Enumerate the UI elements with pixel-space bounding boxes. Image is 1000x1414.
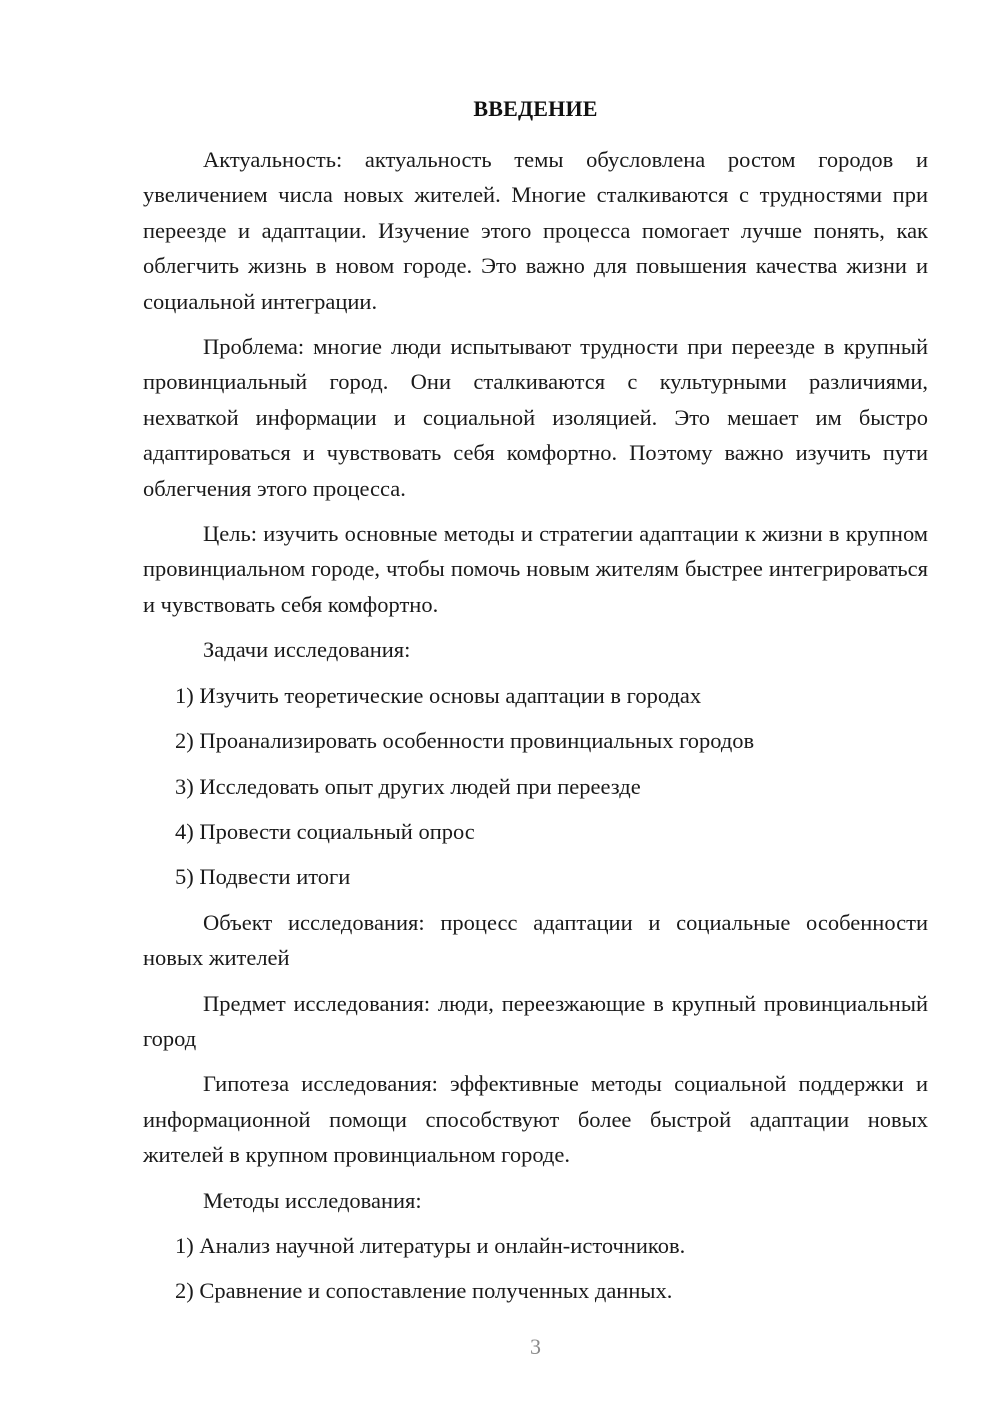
method-item: 2) Сравнение и сопоставление полученных данных.	[175, 1278, 673, 1304]
task-item: 2) Проанализировать особенности провинциальных городов	[175, 728, 755, 754]
subject-paragraph: Предмет исследования: люди, переезжающие в крупный провинциальный город	[143, 990, 928, 1051]
task-item: 5) Подвести итоги	[175, 864, 351, 890]
problem-paragraph: Проблема: многие люди испытывают трудности при переезде в крупный провинциальный город. Они сталкиваются с культурными различиями, нехваткой информации и социальной изоляцией. Это мешает им быстро адаптироваться и чувствовать себя комфортно. Поэтому важно изучить пути облегчения этого процесса.	[143, 334, 928, 501]
methods-list	[143, 1228, 928, 1309]
task-item: 1) Изучить теоретические основы адаптации в городах	[175, 682, 702, 708]
hypothesis-paragraph: Гипотеза исследования: эффективные методы социальной поддержки и информационной помощи способствуют более быстрой адаптации новых жителей в крупном провинциальном городе.	[143, 1071, 928, 1168]
tasks-list	[143, 678, 928, 895]
goal-paragraph: Цель: изучить основные методы и стратегии адаптации к жизни в крупном провинциальном городе, чтобы помочь новым жителям быстрее интегрироваться и чувствовать себя комфортно.	[143, 521, 928, 617]
document-page	[143, 0, 928, 1414]
object-paragraph: Объект исследования: процесс адаптации и социальные особенности новых жителей	[143, 909, 928, 971]
method-item: 1) Анализ научной литературы и онлайн-источников.	[175, 1232, 686, 1258]
page-title: ВВЕДЕНИЕ	[473, 96, 598, 121]
task-item: 4) Провести социальный опрос	[175, 818, 475, 844]
document-body	[143, 142, 928, 1319]
page-number: 3	[530, 1334, 541, 1359]
relevance-paragraph: Актуальность: актуальность темы обусловлена ростом городов и увеличением числа новых жителей. Многие сталкиваются с трудностями при переезде и адаптации. Изучение этого процесса помогает лучше понять, как облегчить жизнь в новом городе. Это важно для повышения качества жизни и социальной интеграции.	[143, 147, 928, 314]
methods-heading: Методы исследования:	[203, 1187, 422, 1213]
tasks-heading: Задачи исследования:	[203, 637, 411, 663]
task-item: 3) Исследовать опыт других людей при переезде	[175, 773, 641, 799]
